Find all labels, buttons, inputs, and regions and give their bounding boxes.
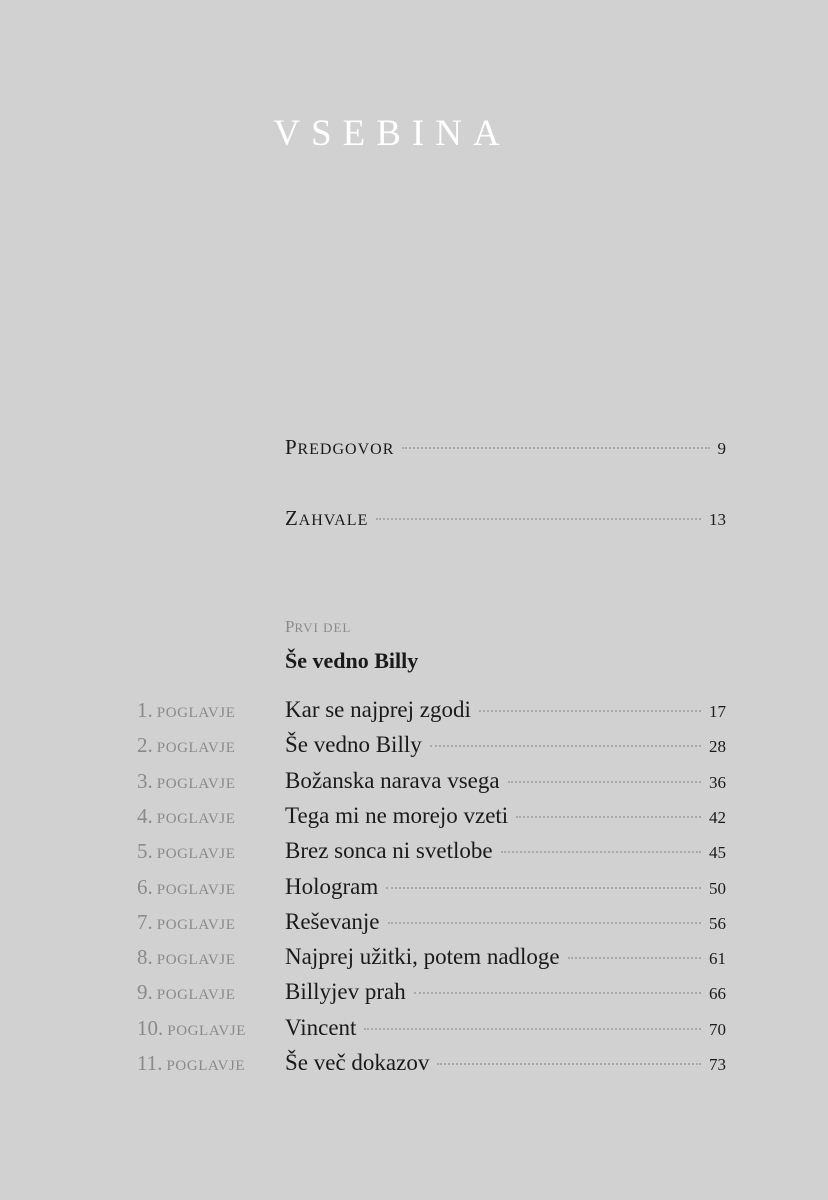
chapter-title: Hologram — [285, 874, 379, 899]
chapter-number-word: POGLAVJE — [156, 776, 236, 792]
chapter-title: Vincent — [285, 1015, 357, 1040]
part-label-initial: P — [285, 617, 295, 636]
chapter-title: Billyjev prah — [285, 979, 406, 1004]
dot-leader — [376, 518, 701, 520]
chapter-number-word: POGLAVJE — [156, 705, 236, 721]
chapter-number-word: POGLAVJE — [166, 1058, 246, 1074]
page-number: 13 — [709, 510, 726, 529]
dot-leader — [364, 1028, 701, 1030]
toc-chapter-entry[interactable] — [285, 697, 726, 723]
chapter-title: Reševanje — [285, 909, 380, 934]
toc-chapter-entry[interactable] — [285, 1050, 726, 1076]
chapter-number-word: POGLAVJE — [156, 811, 236, 827]
toc-chapter-entry[interactable] — [285, 1015, 726, 1041]
part-label-rest: RVI DEL — [294, 620, 352, 635]
chapter-title: Še vedno Billy — [285, 732, 422, 757]
chapter-number — [137, 769, 277, 794]
chapter-number-digit: 5. — [137, 839, 153, 863]
dot-leader — [430, 745, 701, 747]
page-number: 66 — [709, 984, 726, 1003]
chapter-number — [137, 698, 277, 723]
page-number: 50 — [709, 879, 726, 898]
toc-entry-zahvale[interactable] — [285, 506, 726, 531]
chapter-number-word: POGLAVJE — [156, 952, 236, 968]
dot-leader — [501, 851, 701, 853]
chapter-number-digit: 6. — [137, 875, 153, 899]
dot-leader — [516, 816, 701, 818]
label-rest: REDGOVOR — [297, 441, 395, 458]
chapter-number — [137, 1051, 277, 1076]
chapter-number-word: POGLAVJE — [167, 1023, 246, 1039]
toc-chapter-entry[interactable] — [285, 803, 726, 829]
chapter-number-digit: 7. — [137, 910, 153, 934]
chapter-number-digit: 2. — [137, 733, 153, 757]
chapter-number — [137, 945, 277, 970]
toc-chapter-entry[interactable] — [285, 874, 726, 900]
page-number: 56 — [709, 914, 726, 933]
chapter-title: Kar se najprej zgodi — [285, 697, 471, 722]
toc-chapter-entry[interactable] — [285, 732, 726, 758]
label-initial: P — [285, 435, 298, 459]
chapter-number — [137, 980, 277, 1005]
chapter-number — [137, 733, 277, 758]
chapter-number-digit: 1. — [137, 698, 153, 722]
dot-leader — [568, 957, 701, 959]
chapter-number-word: POGLAVJE — [156, 917, 236, 933]
chapter-number-word: POGLAVJE — [156, 846, 236, 862]
chapter-number-word: POGLAVJE — [156, 740, 236, 756]
page-number: 9 — [717, 439, 726, 458]
dot-leader — [414, 992, 701, 994]
chapter-title: Brez sonca ni svetlobe — [285, 838, 493, 863]
toc-entry-predgovor[interactable] — [285, 435, 726, 460]
toc-entry-label — [285, 435, 394, 460]
chapter-title: Najprej užitki, potem nadloge — [285, 944, 560, 969]
chapter-number-digit: 4. — [137, 804, 153, 828]
page-number: 45 — [709, 843, 726, 862]
toc-chapter-entry[interactable] — [285, 768, 726, 794]
chapter-number-digit: 3. — [137, 769, 153, 793]
page-number: 70 — [709, 1020, 726, 1039]
toc-chapter-entry[interactable] — [285, 979, 726, 1005]
chapter-title: Božanska narava vsega — [285, 768, 500, 793]
chapter-number-digit: 9. — [137, 980, 153, 1004]
chapter-title: Še več dokazov — [285, 1050, 430, 1075]
toc-chapter-entry[interactable] — [285, 909, 726, 935]
page-number: 17 — [709, 702, 726, 721]
page-number: 36 — [709, 773, 726, 792]
chapter-number-word: POGLAVJE — [156, 882, 236, 898]
dot-leader — [386, 887, 701, 889]
chapter-number-digit: 11. — [137, 1051, 163, 1075]
dot-leader — [479, 710, 701, 712]
part-title: Še vedno Billy — [285, 648, 419, 673]
toc-entry-label — [285, 506, 368, 531]
dot-leader — [437, 1063, 701, 1065]
toc-chapter-entry[interactable] — [285, 838, 726, 864]
chapter-number — [137, 910, 277, 935]
dot-leader — [402, 447, 709, 449]
page-title-text: VSEBINA — [273, 113, 511, 154]
chapter-number — [137, 804, 277, 829]
chapter-title: Tega mi ne morejo vzeti — [285, 803, 509, 828]
chapter-number — [137, 875, 277, 900]
page-title — [0, 112, 828, 155]
page-number: 61 — [709, 949, 726, 968]
part-label — [285, 617, 351, 637]
chapter-number-digit: 10. — [137, 1016, 164, 1040]
dot-leader — [508, 781, 701, 783]
chapter-number-digit: 8. — [137, 945, 153, 969]
label-initial: Z — [285, 506, 299, 530]
dot-leader — [388, 922, 701, 924]
chapter-number — [137, 839, 277, 864]
toc-chapter-entry[interactable] — [285, 944, 726, 970]
page-number: 28 — [709, 737, 726, 756]
page-number: 42 — [709, 808, 726, 827]
chapter-number-word: POGLAVJE — [156, 987, 236, 1003]
label-rest: AHVALE — [298, 512, 369, 529]
chapter-number — [137, 1016, 277, 1041]
page-number: 73 — [709, 1055, 726, 1074]
